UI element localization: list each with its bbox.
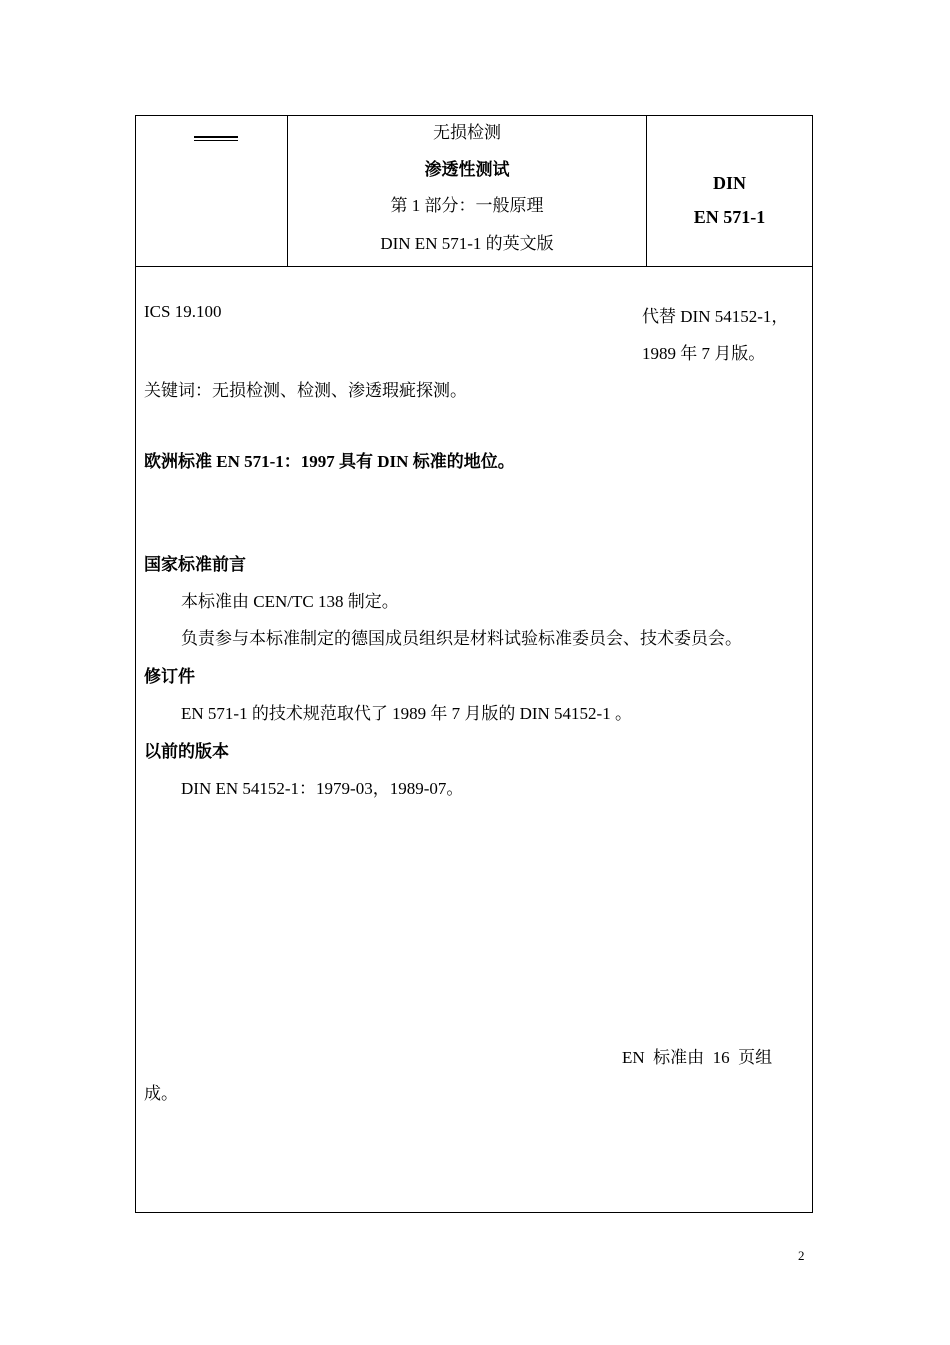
amendments-heading: 修订件 [144, 667, 195, 686]
code-line-2: EN 571-1 [693, 207, 766, 227]
title-cell [288, 116, 647, 266]
logo-cell [136, 116, 288, 266]
header-table [136, 116, 812, 267]
ics-code: ICS 19.100 [144, 302, 222, 321]
page-number: 2 [798, 1248, 805, 1263]
foreword-paragraph-1: 本标准由 CEN/TC 138 制定。 [181, 592, 399, 611]
status-statement: 欧洲标准 EN 571-1：1997 具有 DIN 标准的地位。 [144, 452, 515, 471]
title-line-4: DIN EN 571-1 的英文版 [380, 234, 554, 253]
title-line-3: 第 1 部分：一般原理 [390, 196, 544, 215]
title-line-2: 渗透性测试 [424, 160, 510, 179]
pages-note-line-1: EN 标准由 16 页组 [622, 1048, 773, 1067]
amendments-paragraph: EN 571-1 的技术规范取代了 1989 年 7 月版的 DIN 54152-1 。 [181, 704, 632, 723]
keywords: 关键词：无损检测、检测、渗透瑕疵探测。 [144, 381, 467, 400]
replaces-line-1: 代替 DIN 54152-1， [642, 307, 789, 326]
pages-note-line-2: 成。 [144, 1084, 178, 1103]
code-cell [647, 116, 812, 266]
code-line-1: DIN [712, 173, 746, 193]
title-line-1: 无损检测 [433, 123, 501, 142]
din-logo-icon [194, 136, 238, 142]
foreword-heading: 国家标准前言 [144, 555, 246, 574]
replaces-line-2: 1989 年 7 月版。 [642, 344, 766, 363]
previous-editions-heading: 以前的版本 [144, 742, 229, 761]
previous-editions-paragraph: DIN EN 54152-1：1979-03，1989-07。 [181, 779, 464, 798]
foreword-paragraph-2: 负责参与本标准制定的德国成员组织是材料试验标准委员会、技术委员会。 [181, 629, 742, 648]
